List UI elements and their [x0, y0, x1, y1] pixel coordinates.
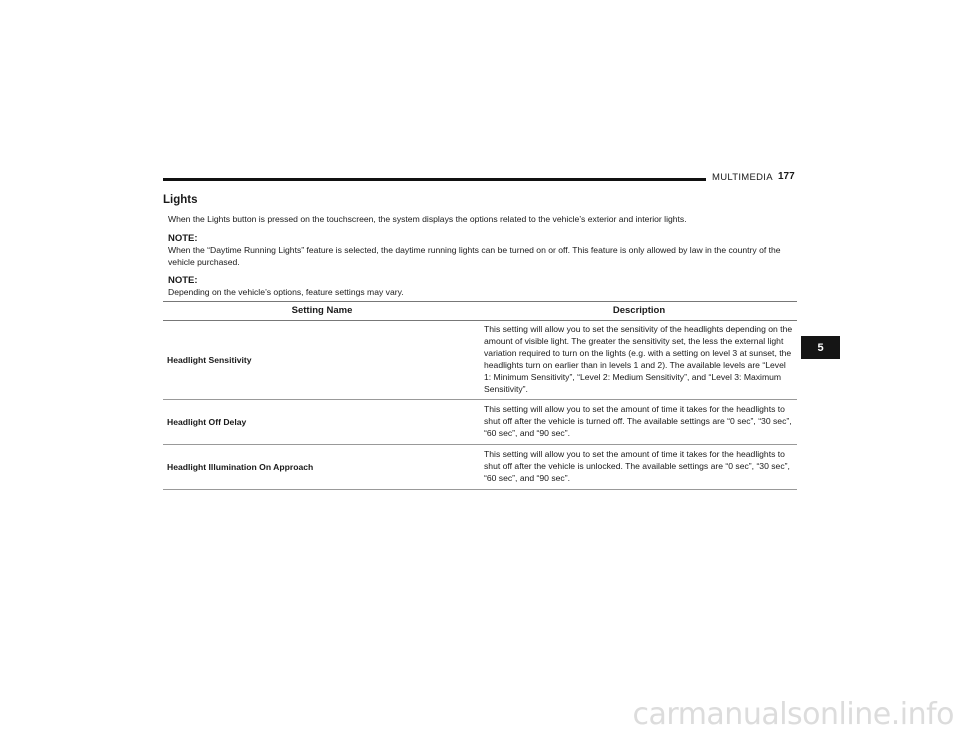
note-text: When the “Daytime Running Lights” feature is selected, the daytime running lights can be turned on or off. This feature is only allowed by law in the country of the vehicle purchased. — [168, 245, 781, 267]
setting-description-cell: This setting will allow you to set the sensitivity of the headlights depending on the amount of visible light. The greater the sensitivity set, the less the external light variation required to turn on the lights (e.g. with a setting on level 3 at sunset, the headlights turn on earlier than in levels 1 and 2). The available levels are “Level 1: Minimum Sensitivity”, “Level 2: Medium Sensitivity”, and “Level 3: Maximum Sensitivity”. — [481, 321, 797, 400]
note-text: Depending on the vehicle’s options, feature settings may vary. — [168, 287, 404, 297]
settings-table — [163, 301, 797, 490]
setting-name-cell: Headlight Illumination On Approach — [163, 445, 481, 490]
setting-description-cell: This setting will allow you to set the amount of time it takes for the headlights to shut off after the vehicle is unlocked. The available settings are “0 sec”, “30 sec”, “60 sec”, and “90 sec”. — [481, 445, 797, 490]
watermark-logo: carmanualsonline.info — [632, 697, 954, 732]
chapter-tab: 5 — [801, 336, 840, 359]
section-title: Lights — [163, 194, 198, 206]
setting-description-cell: This setting will allow you to set the amount of time it takes for the headlights to shut off after the vehicle is turned off. The available settings are “0 sec”, “30 sec”, “60 sec”, and “90 sec”. — [481, 400, 797, 445]
note-label: NOTE: — [168, 233, 198, 244]
running-header-section: MULTIMEDIA — [712, 172, 773, 183]
intro-paragraph: When the Lights button is pressed on the touchscreen, the system displays the options related to the vehicle’s exterior and interior lights. — [168, 214, 687, 224]
setting-name-cell: Headlight Off Delay — [163, 400, 481, 445]
header-rule — [163, 178, 706, 181]
table-header-row — [163, 302, 797, 321]
table-row — [163, 400, 797, 445]
page-number: 177 — [778, 171, 795, 182]
table-row — [163, 445, 797, 490]
note-label: NOTE: — [168, 275, 198, 286]
table-row — [163, 321, 797, 400]
setting-name-cell: Headlight Sensitivity — [163, 321, 481, 400]
column-header-description: Description — [481, 302, 797, 321]
column-header-setting-name: Setting Name — [163, 302, 481, 321]
body-text — [168, 213, 798, 305]
